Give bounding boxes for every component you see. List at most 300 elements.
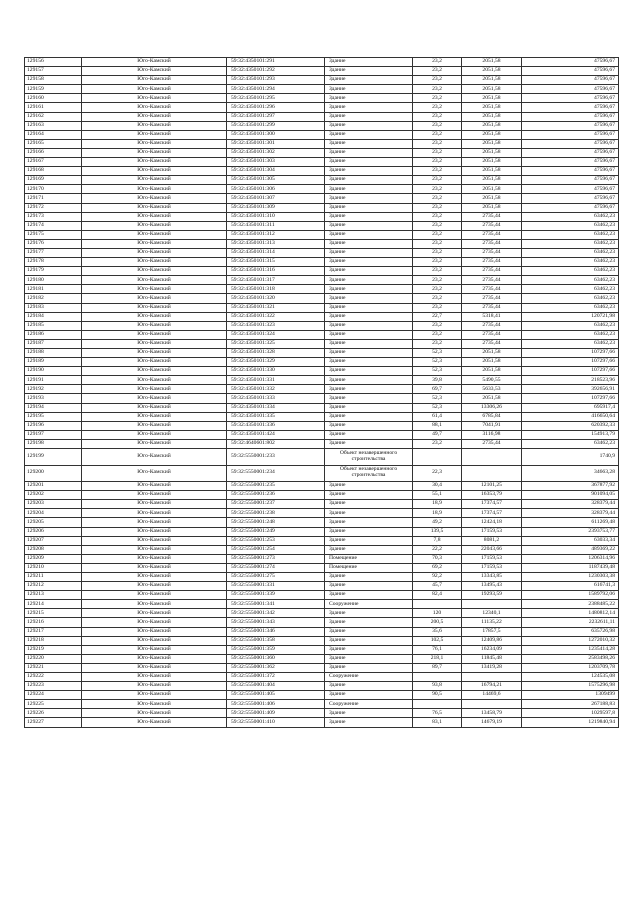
object-type-cell: Здание [325,112,413,121]
object-type-cell: Здание [325,194,413,203]
row-number-cell: 129186 [25,330,82,339]
specific-value-cell: 2051,58 [462,394,522,403]
object-type-cell: Здание [325,403,413,412]
cadastral-value-cell: 63462,23 [522,239,619,248]
cadastral-value-cell: 47596,67 [522,94,619,103]
cadastral-number-cell: 59:32:4350101:317 [227,276,325,285]
cadastral-number-cell: 59:32:4350101:307 [227,194,325,203]
cadastral-number-cell: 59:32:5550001:274 [227,563,325,572]
object-type-cell: Здание [325,536,413,545]
row-number-cell: 129211 [25,572,82,581]
district-name-cell: Юго-Камский [82,130,227,139]
specific-value-cell: 2735,44 [462,267,522,276]
object-type-cell: Здание [325,312,413,321]
area-value-cell: 23,2 [413,439,462,448]
specific-value-cell: 2051,58 [462,158,522,167]
area-value-cell: 88,1 [413,421,462,430]
district-name-cell: Юго-Камский [82,618,227,627]
specific-value-cell: 16794,21 [462,682,522,691]
row-number-cell: 129226 [25,709,82,718]
area-value-cell [413,673,462,682]
table-row [25,673,619,682]
cadastral-value-cell: 267188,83 [522,700,619,709]
specific-value-cell: 2735,44 [462,285,522,294]
row-number-cell: 129159 [25,85,82,94]
cadastral-value-cell: 63462,23 [522,212,619,221]
table-row [25,276,619,285]
area-value-cell: 23,2 [413,321,462,330]
cadastral-number-cell: 59:32:4350101:303 [227,158,325,167]
district-name-cell: Юго-Камский [82,76,227,85]
district-name-cell: Юго-Камский [82,58,227,67]
object-type-cell: Здание [325,430,413,439]
row-number-cell: 129173 [25,212,82,221]
cadastral-number-cell: 59:32:4350101:323 [227,321,325,330]
row-number-cell: 129224 [25,691,82,700]
row-number-cell: 129158 [25,76,82,85]
row-number-cell: 129220 [25,654,82,663]
table-row [25,349,619,358]
area-value-cell: 18,9 [413,509,462,518]
object-type-cell: Здание [325,682,413,691]
cadastral-number-cell: 59:32:4350101:299 [227,121,325,130]
cadastral-number-cell: 59:32:4350101:333 [227,394,325,403]
row-number-cell: 129208 [25,545,82,554]
object-type-cell: Здание [325,482,413,491]
cadastral-value-cell: 367877,92 [522,482,619,491]
cadastral-value-cell: 47596,67 [522,139,619,148]
area-value-cell: 23,2 [413,67,462,76]
district-name-cell: Юго-Камский [82,500,227,509]
cadastral-number-cell: 59:32:5550001:405 [227,691,325,700]
district-name-cell: Юго-Камский [82,212,227,221]
cadastral-number-cell: 59:32:4350101:304 [227,167,325,176]
specific-value-cell: 5490,55 [462,376,522,385]
specific-value-cell: 12409,86 [462,636,522,645]
cadastral-value-cell: 1589792,06 [522,591,619,600]
specific-value-cell: 17857,5 [462,627,522,636]
cadastral-value-cell: 63462,23 [522,303,619,312]
table-row [25,563,619,572]
cadastral-number-cell: 59:32:4350101:328 [227,349,325,358]
object-type-cell: Здание [325,267,413,276]
specific-value-cell: 2051,58 [462,185,522,194]
area-value-cell: 120 [413,609,462,618]
cadastral-value-cell: 47596,67 [522,167,619,176]
cadastral-value-cell: 47596,67 [522,130,619,139]
district-name-cell: Юго-Камский [82,167,227,176]
row-number-cell: 129188 [25,349,82,358]
area-value-cell: 23,2 [413,276,462,285]
cadastral-number-cell: 59:32:4350101:305 [227,176,325,185]
row-number-cell: 129193 [25,394,82,403]
district-name-cell: Юго-Камский [82,103,227,112]
cadastral-number-cell: 59:32:4350101:329 [227,358,325,367]
table-row [25,76,619,85]
row-number-cell: 129213 [25,591,82,600]
specific-value-cell [462,465,522,482]
area-value-cell: 23,2 [413,148,462,157]
specific-value-cell: 2051,58 [462,130,522,139]
cadastral-number-cell: 59:32:4350101:297 [227,112,325,121]
row-number-cell: 129199 [25,449,82,466]
row-number-cell: 129205 [25,518,82,527]
specific-value-cell: 13343,85 [462,572,522,581]
table-row [25,358,619,367]
object-type-cell: Здание [325,330,413,339]
specific-value-cell: 2051,58 [462,94,522,103]
row-number-cell: 129210 [25,563,82,572]
district-name-cell: Юго-Камский [82,591,227,600]
district-name-cell: Юго-Камский [82,600,227,609]
specific-value-cell: 17374,57 [462,500,522,509]
district-name-cell: Юго-Камский [82,554,227,563]
specific-value-cell: 13419,28 [462,663,522,672]
district-name-cell: Юго-Камский [82,158,227,167]
table-row [25,509,619,518]
cadastral-value-cell: 47596,67 [522,158,619,167]
row-number-cell: 129201 [25,482,82,491]
table-row [25,627,619,636]
area-value-cell: 76,5 [413,709,462,718]
cadastral-number-cell: 59:32:5550001:342 [227,609,325,618]
area-value-cell: 30,4 [413,482,462,491]
cadastral-value-cell: 47596,67 [522,58,619,67]
cadastral-value-cell: 47596,67 [522,148,619,157]
table-row [25,385,619,394]
specific-value-cell: 2735,44 [462,294,522,303]
area-value-cell: 23,2 [413,176,462,185]
object-type-cell: Сооружение [325,700,413,709]
specific-value-cell: 2735,44 [462,303,522,312]
cadastral-value-cell: 47596,67 [522,185,619,194]
specific-value-cell: 2735,44 [462,439,522,448]
cadastral-number-cell: 59:32:4350101:320 [227,294,325,303]
table-row [25,203,619,212]
table-row [25,439,619,448]
cadastral-value-cell: 1480812,14 [522,609,619,618]
cadastral-value-cell: 1219840,94 [522,718,619,727]
table-row [25,303,619,312]
district-name-cell: Юго-Камский [82,718,227,727]
object-type-cell: Объект незавершенного строительства [325,465,413,482]
row-number-cell: 129179 [25,267,82,276]
row-number-cell: 129214 [25,600,82,609]
cadastral-number-cell: 59:32:4350101:294 [227,85,325,94]
cadastral-value-cell: 47596,67 [522,85,619,94]
specific-value-cell: 2051,58 [462,139,522,148]
cadastral-number-cell: 59:32:5550001:236 [227,491,325,500]
specific-value-cell: 16353,79 [462,491,522,500]
row-number-cell: 129182 [25,294,82,303]
table-row [25,58,619,67]
district-name-cell: Юго-Камский [82,421,227,430]
district-name-cell: Юго-Камский [82,258,227,267]
district-name-cell: Юго-Камский [82,330,227,339]
object-type-cell: Здание [325,185,413,194]
cadastral-value-cell: 63462,23 [522,267,619,276]
area-value-cell: 218,1 [413,654,462,663]
cadastral-value-cell: 63462,23 [522,258,619,267]
area-value-cell: 23,2 [413,303,462,312]
cadastral-number-cell: 59:32:5550001:360 [227,654,325,663]
district-name-cell: Юго-Камский [82,385,227,394]
district-name-cell: Юго-Камский [82,709,227,718]
area-value-cell: 35,6 [413,627,462,636]
object-type-cell: Здание [325,130,413,139]
area-value-cell: 22,2 [413,545,462,554]
cadastral-value-cell: 47596,67 [522,112,619,121]
cadastral-number-cell: 59:32:5550001:234 [227,465,325,482]
row-number-cell: 129217 [25,627,82,636]
specific-value-cell: 2735,44 [462,221,522,230]
area-value-cell: 23,2 [413,121,462,130]
cadastral-value-cell: 1272010,32 [522,636,619,645]
cadastral-number-cell: 59:32:4350101:302 [227,148,325,157]
cadastral-number-cell: 59:32:4350101:293 [227,76,325,85]
table-row [25,67,619,76]
row-number-cell: 129200 [25,465,82,482]
specific-value-cell: 16234,09 [462,645,522,654]
cadastral-number-cell: 59:32:4350101:296 [227,103,325,112]
table-row [25,312,619,321]
row-number-cell: 129176 [25,239,82,248]
specific-value-cell: 6785,84 [462,412,522,421]
area-value-cell: 23,2 [413,194,462,203]
specific-value-cell: 5318,41 [462,312,522,321]
district-name-cell: Юго-Камский [82,276,227,285]
specific-value-cell: 2051,58 [462,148,522,157]
table-row [25,230,619,239]
object-type-cell: Здание [325,167,413,176]
area-value-cell: 52,3 [413,349,462,358]
object-type-cell: Здание [325,203,413,212]
district-name-cell: Юго-Камский [82,148,227,157]
table-row [25,430,619,439]
table-row [25,449,619,466]
specific-value-cell: 2051,58 [462,367,522,376]
cadastral-value-cell: 63462,23 [522,285,619,294]
cadastral-number-cell: 59:32:4640601:802 [227,439,325,448]
district-name-cell: Юго-Камский [82,491,227,500]
district-name-cell: Юго-Камский [82,349,227,358]
cadastral-number-cell: 59:32:4350101:325 [227,339,325,348]
table-row [25,718,619,727]
cadastral-number-cell: 59:32:5550001:254 [227,545,325,554]
object-type-cell: Здание [325,663,413,672]
object-type-cell: Здание [325,518,413,527]
cadastral-number-cell: 59:32:5550001:362 [227,663,325,672]
object-type-cell: Здание [325,239,413,248]
specific-value-cell: 2051,58 [462,112,522,121]
row-number-cell: 129163 [25,121,82,130]
cadastral-value-cell: 154913,79 [522,430,619,439]
district-name-cell: Юго-Камский [82,285,227,294]
district-name-cell: Юго-Камский [82,412,227,421]
specific-value-cell: 8081,2 [462,536,522,545]
cadastral-number-cell: 59:32:5550001:346 [227,627,325,636]
object-type-cell: Здание [325,385,413,394]
cadastral-value-cell: 1187439,48 [522,563,619,572]
area-value-cell [413,700,462,709]
cadastral-number-cell: 59:32:5550001:341 [227,600,325,609]
row-number-cell: 129189 [25,358,82,367]
table-row [25,609,619,618]
area-value-cell [413,600,462,609]
district-name-cell: Юго-Камский [82,358,227,367]
cadastral-value-cell: 489369,22 [522,545,619,554]
area-value-cell: 23,2 [413,230,462,239]
cadastral-number-cell: 59:32:4350101:335 [227,412,325,421]
specific-value-cell: 2735,44 [462,230,522,239]
cadastral-number-cell: 59:32:5550001:275 [227,572,325,581]
object-type-cell: Здание [325,527,413,536]
specific-value-cell: 2735,44 [462,330,522,339]
cadastral-value-cell: 695917,4 [522,403,619,412]
specific-value-cell: 2051,58 [462,85,522,94]
cadastral-value-cell: 611269,48 [522,518,619,527]
cadastral-value-cell: 620392,33 [522,421,619,430]
specific-value-cell: 12424,18 [462,518,522,527]
cadastral-number-cell: 59:32:4350101:300 [227,130,325,139]
cadastral-number-cell: 59:32:4350101:306 [227,185,325,194]
district-name-cell: Юго-Камский [82,663,227,672]
object-type-cell: Здание [325,358,413,367]
object-type-cell: Здание [325,691,413,700]
area-value-cell: 23,2 [413,203,462,212]
cadastral-value-cell: 63462,23 [522,294,619,303]
cadastral-value-cell: 47596,67 [522,176,619,185]
table-row [25,618,619,627]
area-value-cell: 23,2 [413,158,462,167]
row-number-cell: 129221 [25,663,82,672]
row-number-cell: 129183 [25,303,82,312]
district-name-cell: Юго-Камский [82,394,227,403]
district-name-cell: Юго-Камский [82,94,227,103]
cadastral-number-cell: 59:32:4350101:311 [227,221,325,230]
row-number-cell: 129197 [25,430,82,439]
object-type-cell: Здание [325,276,413,285]
area-value-cell: 23,2 [413,139,462,148]
district-name-cell: Юго-Камский [82,121,227,130]
object-type-cell: Помещение [325,554,413,563]
district-name-cell: Юго-Камский [82,403,227,412]
district-name-cell: Юго-Камский [82,582,227,591]
cadastral-value-cell: 1029597,8 [522,709,619,718]
cadastral-value-cell: 47596,67 [522,76,619,85]
object-type-cell: Здание [325,230,413,239]
specific-value-cell: 17159,53 [462,527,522,536]
table-row [25,330,619,339]
area-value-cell: 49,2 [413,518,462,527]
row-number-cell: 129222 [25,673,82,682]
table-row [25,212,619,221]
specific-value-cell: 2735,44 [462,239,522,248]
row-number-cell: 129204 [25,509,82,518]
row-number-cell: 129191 [25,376,82,385]
specific-value-cell: 2051,58 [462,67,522,76]
district-name-cell: Юго-Камский [82,267,227,276]
table-row [25,518,619,527]
area-value-cell: 45,7 [413,582,462,591]
cadastral-value-table [24,57,619,728]
cadastral-number-cell: 59:32:4350101:332 [227,385,325,394]
cadastral-value-cell: 107297,66 [522,358,619,367]
cadastral-value-cell: 1575296,98 [522,682,619,691]
area-value-cell: 23,2 [413,112,462,121]
cadastral-value-cell: 107297,66 [522,394,619,403]
row-number-cell: 129164 [25,130,82,139]
object-type-cell: Сооружение [325,673,413,682]
table-row [25,709,619,718]
specific-value-cell: 2735,44 [462,258,522,267]
district-name-cell: Юго-Камский [82,518,227,527]
district-name-cell: Юго-Камский [82,609,227,618]
row-number-cell: 129161 [25,103,82,112]
area-value-cell: 22,3 [413,465,462,482]
object-type-cell: Здание [325,609,413,618]
table-row [25,94,619,103]
row-number-cell: 129166 [25,148,82,157]
specific-value-cell: 12340,1 [462,609,522,618]
district-name-cell: Юго-Камский [82,509,227,518]
cadastral-value-cell: 63462,23 [522,330,619,339]
cadastral-value-cell: 120721,98 [522,312,619,321]
area-value-cell: 23,2 [413,103,462,112]
cadastral-value-cell: 63462,23 [522,339,619,348]
area-value-cell: 23,2 [413,221,462,230]
cadastral-value-cell: 63462,23 [522,276,619,285]
cadastral-number-cell: 59:32:5550001:339 [227,591,325,600]
table-row [25,394,619,403]
cadastral-number-cell: 59:32:4350101:313 [227,239,325,248]
cadastral-value-cell: 416650,64 [522,412,619,421]
district-name-cell: Юго-Камский [82,545,227,554]
row-number-cell: 129157 [25,67,82,76]
table-row [25,121,619,130]
object-type-cell: Здание [325,58,413,67]
object-type-cell: Здание [325,139,413,148]
specific-value-cell: 2735,44 [462,276,522,285]
cadastral-number-cell: 59:32:5550001:359 [227,645,325,654]
area-value-cell: 90,5 [413,691,462,700]
specific-value-cell: 2051,58 [462,349,522,358]
row-number-cell: 129168 [25,167,82,176]
row-number-cell: 129198 [25,439,82,448]
specific-value-cell: 17159,53 [462,563,522,572]
area-value-cell: 61,4 [413,412,462,421]
object-type-cell: Здание [325,618,413,627]
object-type-cell: Здание [325,212,413,221]
cadastral-value-cell: 392656,91 [522,385,619,394]
row-number-cell: 129187 [25,339,82,348]
district-name-cell: Юго-Камский [82,673,227,682]
object-type-cell: Здание [325,285,413,294]
cadastral-number-cell: 59:32:4350101:314 [227,248,325,257]
cadastral-number-cell: 59:32:5550001:331 [227,582,325,591]
specific-value-cell: 2735,44 [462,248,522,257]
area-value-cell: 52,3 [413,394,462,403]
cadastral-number-cell: 59:32:4350101:295 [227,94,325,103]
row-number-cell: 129165 [25,139,82,148]
area-value-cell: 52,3 [413,367,462,376]
table-row [25,158,619,167]
specific-value-cell: 11135,22 [462,618,522,627]
specific-value-cell: 2051,58 [462,103,522,112]
object-type-cell: Здание [325,158,413,167]
district-name-cell: Юго-Камский [82,376,227,385]
cadastral-number-cell: 59:32:4350101:322 [227,312,325,321]
